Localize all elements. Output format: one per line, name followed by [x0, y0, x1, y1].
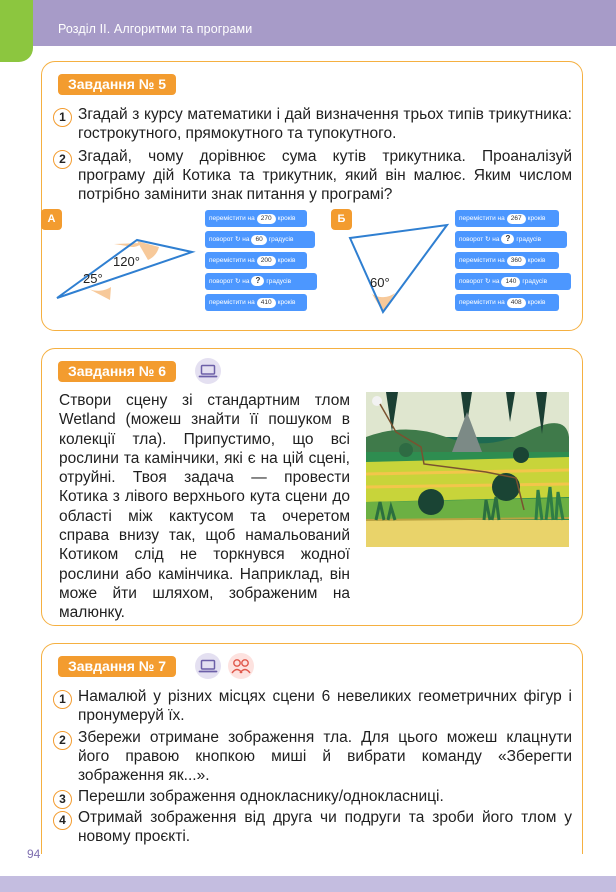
code-block-b-5-unit: кроків — [527, 299, 546, 306]
task5-item2-text: Згадай, чому дорівнює сума кутів трикутника. Проаналізуй програму дій Котика та трикутник, який він малює. Яким числом потрібно замінити знак питання у програмі? — [78, 148, 572, 203]
task6-label: Завдання № 6 — [58, 361, 176, 382]
code-block-b-1-unit: кроків — [527, 215, 546, 222]
code-block-b-3-value: 360 — [507, 256, 526, 266]
task7-item1-number: 1 — [53, 690, 72, 709]
task5-label: Завдання № 5 — [58, 74, 176, 95]
section-tab — [0, 0, 33, 62]
task5-item1-number: 1 — [53, 108, 72, 127]
code-block-b-2-value: ? — [501, 234, 514, 244]
code-block-b-4-text: поворот ↻ на — [459, 278, 500, 285]
code-block-b-2-unit: градусів — [516, 236, 542, 243]
code-block-a-5-unit: кроків — [277, 299, 296, 306]
code-block-b-5-value: 408 — [507, 298, 526, 308]
code-block-a-2-value: 60 — [251, 235, 266, 245]
task6-text: Створи сцену зі стандартним тлом Wetland (можеш знайти її пошуком в колекції тла). Припустимо, що всі рослини та камінчики, які є на цій сцені, отруйні. Твоя задача — провести Котика з лівого верхнього кута сцени до області між кактусом та очеретом справа внизу так, щоб намальований Котиком слід не торкнувся жодної рослини або камінчика. Наприклад, він може йти шляхом, зображеним на малюнку. — [59, 392, 350, 622]
code-block-a-3 — [205, 252, 307, 269]
wetland-scene-image — [366, 392, 569, 547]
code-block-a-1 — [205, 210, 307, 227]
code-block-a-2 — [205, 231, 315, 248]
triangle-a-angle-120: 120° — [113, 254, 140, 269]
code-block-a-5-value: 410 — [257, 298, 276, 308]
code-block-b-1-value: 267 — [507, 214, 526, 224]
code-block-a-1-unit: кроків — [277, 215, 296, 222]
task5-card — [41, 61, 583, 331]
code-block-a-3-unit: кроків — [277, 257, 296, 264]
task6-card — [41, 348, 583, 626]
task7-card — [41, 643, 583, 854]
code-block-b-2 — [455, 231, 567, 248]
figure-a-tag: А — [41, 209, 62, 230]
code-block-b-3-text: перемістити на — [459, 257, 505, 264]
code-block-a-1-value: 270 — [257, 214, 276, 224]
page-header — [0, 0, 616, 46]
code-block-b-5 — [455, 294, 559, 311]
task7-item4-number: 4 — [53, 811, 72, 830]
code-block-b-4 — [455, 273, 571, 290]
code-block-b-3 — [455, 252, 559, 269]
task7-item2-text: Збережи отримане зображення тла. Для цього можеш клацнути його правою кнопкою миші й вибрати команду «Зберегти зображення як...». — [78, 729, 572, 784]
page-number: 94 — [27, 847, 41, 861]
triangle-b-angle-60: 60° — [370, 275, 390, 290]
triangle-a-angle-25: 25° — [83, 271, 103, 286]
task7-item3-text: Перешли зображення однокласнику/однокласниці. — [78, 788, 444, 805]
code-block-a-2-unit: градусів — [268, 236, 294, 243]
task7-item3-number: 3 — [53, 790, 72, 809]
code-block-b-1-text: перемістити на — [459, 215, 505, 222]
task7-item1-text: Намалюй у різних місцях сцени 6 невеликих геометричних фігур і пронумеруй їх. — [78, 688, 572, 724]
page-footer-band — [0, 876, 616, 892]
triangle-b — [342, 220, 457, 320]
code-block-b-1 — [455, 210, 559, 227]
code-block-a-3-text: перемістити на — [209, 257, 255, 264]
task7-label: Завдання № 7 — [58, 656, 176, 677]
task5-item2-number: 2 — [53, 150, 72, 169]
code-block-a-4-text: поворот ↻ на — [209, 278, 250, 285]
code-block-b-2-text: поворот ↻ на — [459, 236, 500, 243]
code-block-a-1-text: перемістити на — [209, 215, 255, 222]
code-block-b-3-unit: кроків — [527, 257, 546, 264]
task5-item1-text: Згадай з курсу математики і дай визначення трьох типів трикутника: гострокутного, прямокутного та тупокутного. — [78, 106, 572, 142]
group-work-icon — [228, 653, 254, 679]
code-block-b-5-text: перемістити на — [459, 299, 505, 306]
computer-icon — [195, 653, 221, 679]
code-block-a-3-value: 200 — [257, 256, 276, 266]
task7-item2-number: 2 — [53, 731, 72, 750]
code-block-a-2-text: поворот ↻ на — [209, 236, 250, 243]
task7-item4-text: Отримай зображення від друга чи подруги та зроби його тлом у новому проєкті. — [78, 809, 572, 845]
code-block-a-5 — [205, 294, 307, 311]
code-block-a-4-unit: градусів — [266, 278, 292, 285]
computer-icon — [195, 358, 221, 384]
section-title: Розділ ІІ. Алгоритми та програми — [58, 22, 253, 36]
code-block-b-4-unit: градусів — [522, 278, 548, 285]
code-block-a-5-text: перемістити на — [209, 299, 255, 306]
code-block-a-4 — [205, 273, 317, 290]
code-block-b-4-value: 140 — [501, 277, 520, 287]
code-block-a-4-value: ? — [251, 276, 264, 286]
figure-b-tag: Б — [331, 209, 352, 230]
